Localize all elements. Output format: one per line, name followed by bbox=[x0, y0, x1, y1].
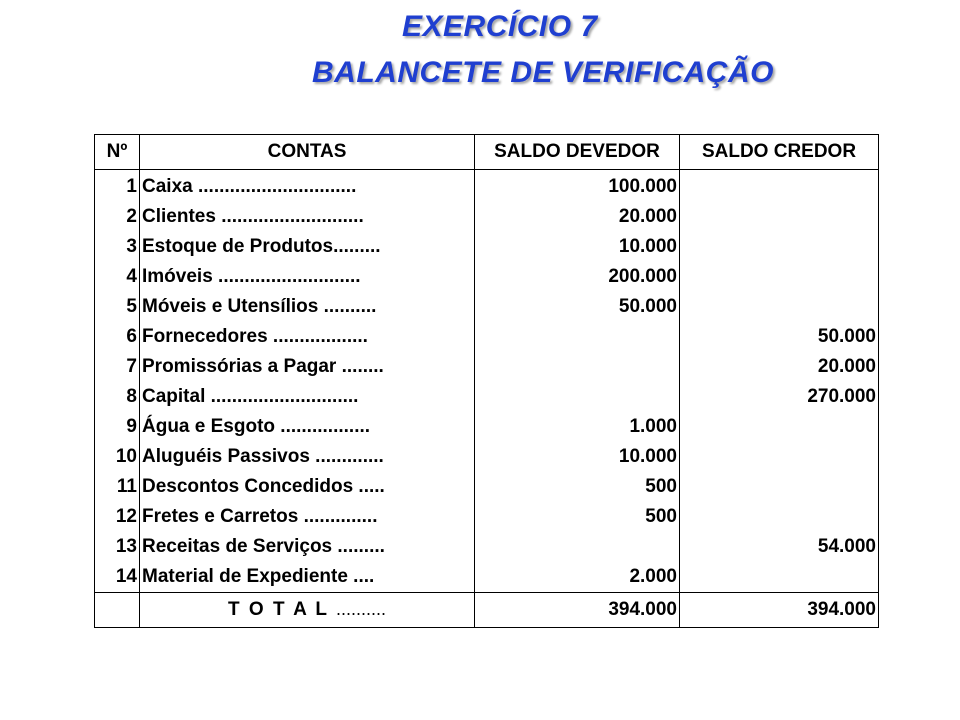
debit-balance: 100.000 bbox=[475, 170, 680, 203]
debit-balance bbox=[475, 322, 680, 352]
account-name: Descontos Concedidos ..... bbox=[140, 472, 475, 502]
account-name: Imóveis ........................... bbox=[140, 262, 475, 292]
account-name: Fornecedores .................. bbox=[140, 322, 475, 352]
credit-balance bbox=[680, 442, 879, 472]
header-debit-balance: SALDO DEVEDOR bbox=[475, 135, 680, 170]
credit-balance bbox=[680, 502, 879, 532]
table-header-row bbox=[95, 135, 879, 170]
row-number: 8 bbox=[95, 382, 140, 412]
account-name: Fretes e Carretos .............. bbox=[140, 502, 475, 532]
debit-balance: 20.000 bbox=[475, 202, 680, 232]
account-name: Móveis e Utensílios .......... bbox=[140, 292, 475, 322]
debit-balance: 10.000 bbox=[475, 232, 680, 262]
table-row bbox=[95, 352, 879, 382]
trial-balance-table bbox=[94, 134, 879, 628]
table-row bbox=[95, 262, 879, 292]
account-name: Receitas de Serviços ......... bbox=[140, 532, 475, 562]
total-credit: 394.000 bbox=[680, 593, 879, 628]
total-row bbox=[95, 593, 879, 628]
row-number: 11 bbox=[95, 472, 140, 502]
table-row bbox=[95, 532, 879, 562]
total-label-cell bbox=[140, 593, 475, 628]
table-row bbox=[95, 170, 879, 203]
credit-balance: 54.000 bbox=[680, 532, 879, 562]
page-title: BALANCETE DE VERIFICAÇÃO bbox=[312, 56, 775, 89]
account-name: Água e Esgoto ................. bbox=[140, 412, 475, 442]
account-name: Clientes ........................... bbox=[140, 202, 475, 232]
total-dots: .......... bbox=[335, 599, 386, 619]
credit-balance bbox=[680, 292, 879, 322]
row-number: 5 bbox=[95, 292, 140, 322]
credit-balance bbox=[680, 472, 879, 502]
account-name: Material de Expediente .... bbox=[140, 562, 475, 593]
debit-balance: 500 bbox=[475, 502, 680, 532]
credit-balance: 20.000 bbox=[680, 352, 879, 382]
debit-balance bbox=[475, 352, 680, 382]
table-row bbox=[95, 382, 879, 412]
account-name: Promissórias a Pagar ........ bbox=[140, 352, 475, 382]
table-row bbox=[95, 472, 879, 502]
debit-balance bbox=[475, 382, 680, 412]
debit-balance: 10.000 bbox=[475, 442, 680, 472]
header-num: Nº bbox=[95, 135, 140, 170]
credit-balance bbox=[680, 412, 879, 442]
table-row bbox=[95, 502, 879, 532]
debit-balance: 200.000 bbox=[475, 262, 680, 292]
total-label: T O T A L bbox=[228, 599, 329, 620]
row-number: 2 bbox=[95, 202, 140, 232]
debit-balance: 50.000 bbox=[475, 292, 680, 322]
table-row bbox=[95, 442, 879, 472]
account-name: Estoque de Produtos......... bbox=[140, 232, 475, 262]
debit-balance bbox=[475, 532, 680, 562]
row-number: 10 bbox=[95, 442, 140, 472]
account-name: Aluguéis Passivos ............. bbox=[140, 442, 475, 472]
row-number: 1 bbox=[95, 170, 140, 203]
row-number: 9 bbox=[95, 412, 140, 442]
credit-balance: 270.000 bbox=[680, 382, 879, 412]
debit-balance: 2.000 bbox=[475, 562, 680, 593]
table-row bbox=[95, 292, 879, 322]
table-row bbox=[95, 412, 879, 442]
table-row bbox=[95, 202, 879, 232]
credit-balance bbox=[680, 562, 879, 593]
row-number: 14 bbox=[95, 562, 140, 593]
row-number: 6 bbox=[95, 322, 140, 352]
table-row bbox=[95, 322, 879, 352]
table-row bbox=[95, 232, 879, 262]
exercise-title: EXERCÍCIO 7 bbox=[402, 10, 598, 43]
header-credit-balance: SALDO CREDOR bbox=[680, 135, 879, 170]
credit-balance bbox=[680, 232, 879, 262]
credit-balance: 50.000 bbox=[680, 322, 879, 352]
credit-balance bbox=[680, 262, 879, 292]
row-number: 12 bbox=[95, 502, 140, 532]
debit-balance: 1.000 bbox=[475, 412, 680, 442]
row-number: 13 bbox=[95, 532, 140, 562]
debit-balance: 500 bbox=[475, 472, 680, 502]
credit-balance bbox=[680, 170, 879, 203]
credit-balance bbox=[680, 202, 879, 232]
row-number: 4 bbox=[95, 262, 140, 292]
header-accounts: CONTAS bbox=[140, 135, 475, 170]
total-debit: 394.000 bbox=[475, 593, 680, 628]
total-num-cell bbox=[95, 593, 140, 628]
row-number: 3 bbox=[95, 232, 140, 262]
account-name: Capital ............................ bbox=[140, 382, 475, 412]
row-number: 7 bbox=[95, 352, 140, 382]
table-row bbox=[95, 562, 879, 593]
account-name: Caixa .............................. bbox=[140, 170, 475, 203]
